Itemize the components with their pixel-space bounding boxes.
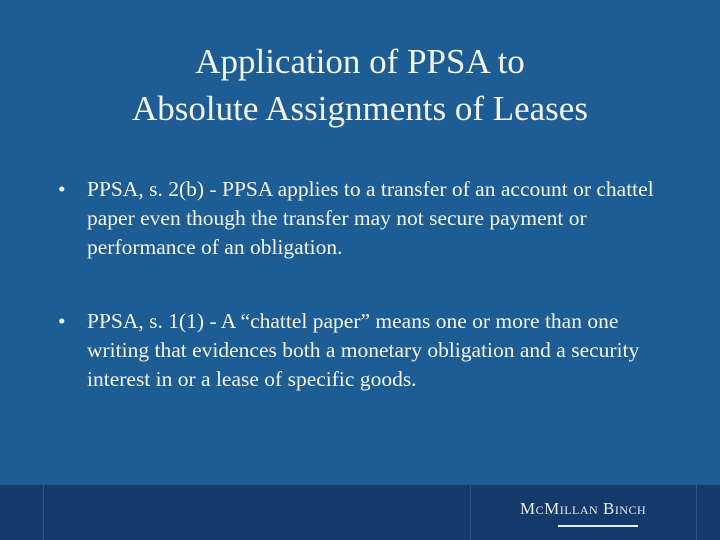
bullet-text: PPSA, s. 1(1) - A “chattel paper” means one or more than one writing that evidences both a monetary obligation and a security interest in or a lease of specific goods.	[87, 309, 640, 391]
bullet-item	[58, 175, 668, 262]
logo-text: McMillan Binch	[520, 499, 647, 518]
bullet-marker: •	[58, 309, 66, 333]
title-line-2: Absolute Assignments of Leases	[132, 89, 588, 128]
title-line-1: Application of PPSA to	[195, 42, 525, 81]
bullet-marker: •	[58, 177, 66, 201]
footer-divider	[470, 485, 471, 540]
bullet-list	[58, 175, 668, 439]
bullet-text: PPSA, s. 2(b) - PPSA applies to a transfer of an account or chattel paper even though the transfer may not secure payment or performance of an obligation.	[87, 177, 654, 259]
bullet-item	[58, 307, 668, 394]
footer-divider	[43, 485, 44, 540]
slide-title	[40, 38, 680, 132]
footer-divider	[696, 485, 697, 540]
logo-underline	[558, 525, 638, 527]
company-logo	[520, 499, 680, 519]
